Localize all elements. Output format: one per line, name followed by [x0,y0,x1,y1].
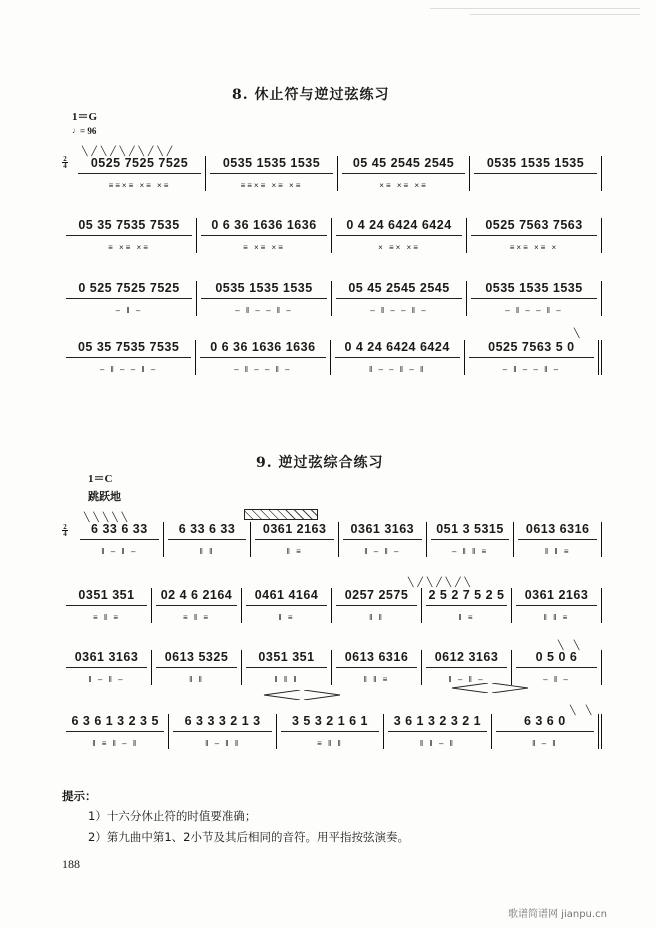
measure [492,714,602,749]
bowing-bracket [244,509,318,520]
measure [197,218,332,253]
measure-notes: 05 35 7535 7535 [66,340,191,358]
fingering-marks: ≡≡×≡ ×≡ ×≡ [108,181,171,190]
bowing-marks: ╲╱╲╱╲╱╲╱╲╱ [82,146,177,156]
bowing-marks: ╲╲╲╲╲ [84,512,132,522]
measure-notes: 0613 6316 [518,522,597,540]
measure-notes: 0535 1535 1535 [471,281,597,299]
watermark: 歌谱简谱网 jianpu.cn [508,909,607,920]
hint-item-1: 1）十六分休止符的时值要准确； [88,809,257,823]
fingering-marks: – ‖ – – ‖ – [505,306,563,315]
scan-artifact [470,14,640,15]
fingering-marks: ‖ ‖ [189,675,204,684]
fingering-marks: – ‖ – – ‖ – [234,365,292,374]
section-8-row-3 [62,281,602,316]
measure-notes: 0 6 36 1636 1636 [201,218,327,236]
fingering-marks: – ‖ – – ‖ – [99,365,158,374]
measure-notes: 0351 351 [66,588,147,606]
measure-notes: 0525 7563 5 0 [469,340,594,358]
fingering-marks: ≡ ‖ ≡ [182,613,211,622]
measure [62,650,152,685]
measure-notes: 0257 2575 [336,588,417,606]
measure [332,650,422,685]
fingering-marks: × ≡× ×≡ [378,243,420,252]
measure [470,156,602,191]
measure [332,281,467,316]
measure [152,650,242,685]
fingering-marks: ‖ – ‖ – [364,547,401,556]
fingering-marks: – ‖ ‖ ≡ [451,547,489,556]
measure-notes: 05 45 2545 2545 [336,281,462,299]
measure [169,714,276,749]
fingering-marks: ≡ ×≡ ×≡ [243,243,285,252]
measure-notes: 0 6 36 1636 1636 [200,340,325,358]
section-9-row-3 [62,650,602,685]
measure-notes: 0361 3163 [343,522,422,540]
measure [76,522,164,557]
fingering-marks: ‖ ≡ [278,613,295,622]
measure-notes: 6 3 6 0 [496,714,594,732]
measure-notes: 0 4 24 6424 6424 [336,218,462,236]
fingering-marks: ‖ ‖ – ‖ [419,739,455,748]
measure-notes: 0612 3163 [426,650,507,668]
measure-notes: 0361 2163 [255,522,334,540]
measure [242,588,332,623]
measure [62,588,152,623]
scan-artifact [430,8,640,9]
fingering-marks: ‖ ‖ ‖ [274,675,299,684]
measure-notes: 0 5 0 6 [516,650,597,668]
measure-notes: 02 4 6 2164 [156,588,237,606]
measure-notes: 0 4 24 6424 6424 [335,340,460,358]
fingering-marks: ≡ ‖ ≡ [92,613,121,622]
measure-notes: 2 5 2 7 5 2 5 [426,588,507,606]
fingering-marks: ‖ – ‖ – [88,675,125,684]
measure [512,650,602,685]
measure [465,340,602,375]
fingering-marks: ‖ ‖ [369,613,384,622]
measure-notes: 0525 7563 7563 [471,218,597,236]
fingering-marks: ‖ ‖ [199,547,215,556]
section-8-tempo: ♩= 96 [72,126,97,136]
measure-notes: 0361 2163 [516,588,597,606]
measure [62,281,197,316]
section-9-key: 1＝C [88,473,113,485]
measure [514,522,602,557]
measure-notes: 0351 351 [246,650,327,668]
dynamic-wedge [262,690,342,700]
section-9-row-4 [62,714,602,749]
measure [196,340,330,375]
section-8-row-4 [62,340,602,375]
measure-notes: 051 3 5315 [431,522,510,540]
measure [197,281,332,316]
measure [74,156,206,191]
bowing-marks: ╲ [574,328,584,338]
fingering-marks: ‖ ‖ ≡ [543,613,570,622]
measure [152,588,242,623]
section-8-row-1 [74,156,602,191]
measure-notes: 6 33 6 33 [168,522,247,540]
measure [427,522,515,557]
measure-notes: 6 3 6 1 3 2 3 5 [66,714,164,732]
measure-notes: 6 33 6 33 [80,522,159,540]
measure-notes: 0613 5325 [156,650,237,668]
section-8-time-signature: 2 4 [63,155,67,170]
measure [62,714,169,749]
measure-notes: 05 45 2545 2545 [342,156,465,174]
measure-notes: 0535 1535 1535 [474,156,597,174]
fingering-marks: ≡ ‖ ‖ [317,739,343,748]
section-8-title: 8. 休止符与逆过弦练习 [232,87,390,103]
fingering-marks: ‖ ‖ ≡ [363,675,390,684]
hints-heading: 提示： [62,789,97,803]
measure [384,714,491,749]
fingering-marks: ‖ ≡ ‖ – ‖ [92,739,139,748]
fingering-marks: ‖ – ‖ – [448,675,485,684]
measure [467,281,602,316]
dynamic-wedge [450,683,530,693]
measure-notes: 0613 6316 [336,650,417,668]
fingering-marks: – ‖ – [543,675,570,684]
fingering-marks: ≡×≡ ×≡ × [509,243,559,252]
fingering-marks: – ‖ – – ‖ – [370,306,428,315]
fingering-marks: ‖ – ‖ ‖ [205,739,241,748]
hint-item-2: 2）第九曲中第1、2小节及其后相同的音符。用平指按弦演奏。 [88,830,409,844]
fingering-marks: ‖ ‖ ≡ [544,547,571,556]
section-9-title: 9. 逆过弦综合练习 [256,455,384,471]
measure [277,714,384,749]
measure [339,522,427,557]
measure-notes: 0361 3163 [66,650,147,668]
fingering-marks: ‖ ≡ [458,613,475,622]
fingering-marks: ‖ – – ‖ – ‖ [368,365,426,374]
fingering-marks: – ‖ – – ‖ – [235,306,293,315]
section-9-expression: 跳跃地 [88,491,121,503]
fingering-marks: ×≡ ×≡ ×≡ [379,181,428,190]
measure [512,588,602,623]
measure [251,522,339,557]
bowing-marks: ╲╱╲╱╲╱╲ [408,577,474,587]
section-9-time-signature: 2 4 [63,523,67,538]
bowing-marks: ╲ ╲ [558,640,584,650]
measure [422,588,512,623]
fingering-marks: ‖ ≡ [286,547,303,556]
section-8-row-2 [62,218,602,253]
fingering-marks: ‖ – ‖ – [101,547,138,556]
measure-notes: 3 6 1 3 2 3 2 1 [388,714,486,732]
measure [164,522,252,557]
measure-notes: 6 3 3 3 2 1 3 [173,714,271,732]
fingering-marks: – ‖ – [115,306,143,315]
bowing-marks: ╲ ╲ [570,705,596,715]
page-number: 188 [62,857,80,871]
section-9-row-2 [62,588,602,623]
fingering-marks: – ‖ – – ‖ – [502,365,561,374]
measure-notes: 0535 1535 1535 [210,156,333,174]
measure-notes: 0525 7525 7525 [78,156,201,174]
measure-notes: 05 35 7535 7535 [66,218,192,236]
measure [422,650,512,685]
fingering-marks: ≡≡×≡ ×≡ ×≡ [240,181,303,190]
measure [338,156,470,191]
measure [62,340,196,375]
measure-notes: 3 5 3 2 1 6 1 [281,714,379,732]
measure [332,588,422,623]
measure [242,650,332,685]
measure-notes: 0535 1535 1535 [201,281,327,299]
fingering-marks: ‖ – ‖ [532,739,558,748]
measure-notes: 0 525 7525 7525 [66,281,192,299]
measure [62,218,197,253]
measure [332,218,467,253]
quarter-note-icon: ♩ [72,126,80,135]
section-8-key: 1＝G [72,111,98,123]
measure [206,156,338,191]
measure-notes: 0461 4164 [246,588,327,606]
fingering-marks [474,181,597,191]
measure [467,218,602,253]
measure [331,340,465,375]
section-9-row-1 [76,522,602,557]
fingering-marks: ≡ ×≡ ×≡ [108,243,150,252]
